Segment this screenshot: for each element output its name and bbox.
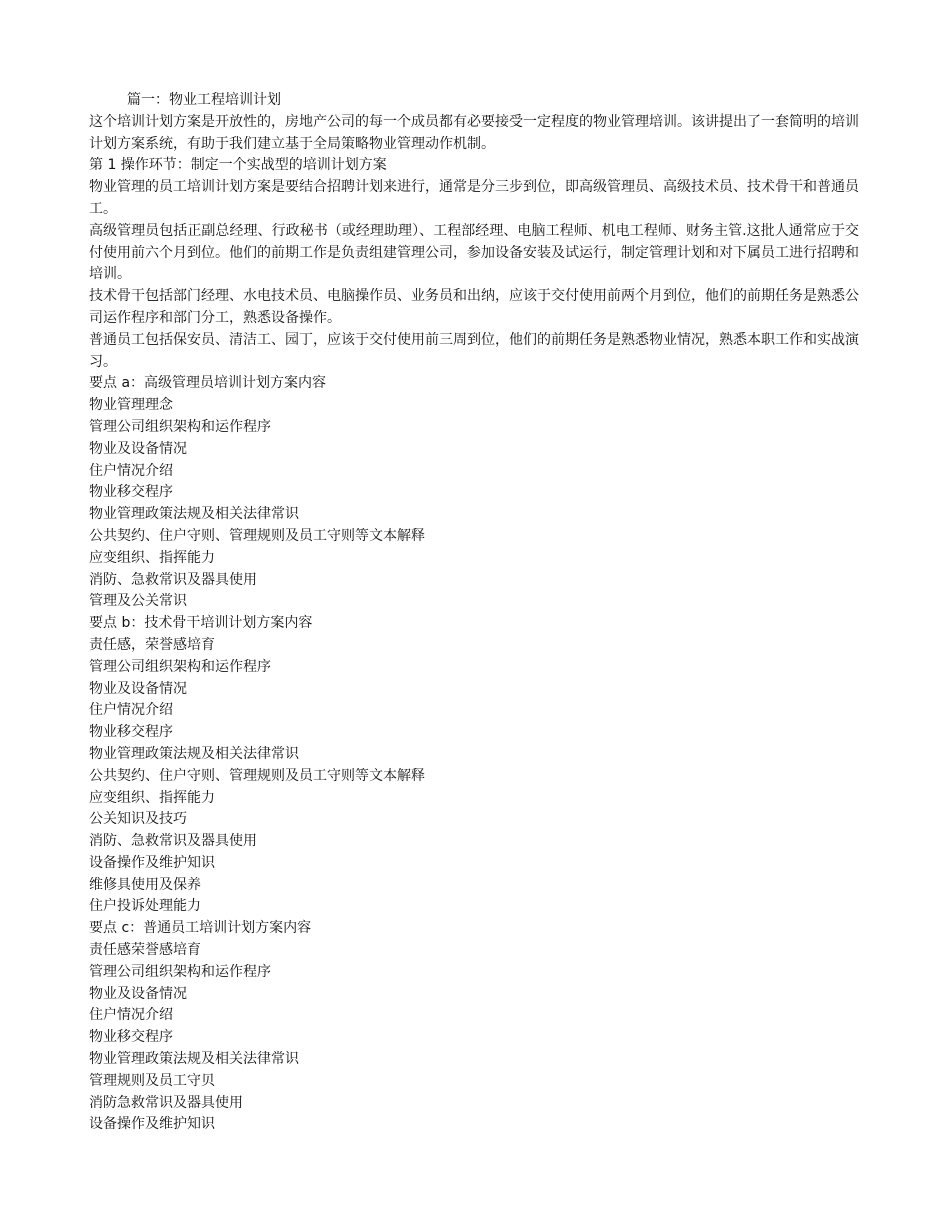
list-item: 消防、急救常识及器具使用 (89, 833, 257, 850)
list-item: 维修具使用及保养 (89, 876, 201, 893)
list-item: 物业管理政策法规及相关法律常识 (89, 745, 299, 762)
list-item: 住户情况介绍 (89, 1007, 173, 1024)
document-body (89, 90, 859, 1136)
list-item: 设备操作及维护知识 (89, 1116, 215, 1133)
list-item: 物业管理政策法规及相关法律常识 (89, 1051, 299, 1068)
list-item: 住户情况介绍 (89, 702, 173, 719)
list-item: 消防、急救常识及器具使用 (89, 571, 257, 588)
list-item: 管理公司组织架构和运作程序 (89, 418, 271, 435)
list-item: 住户情况介绍 (89, 462, 173, 479)
list-item: 管理公司组织架构和运作程序 (89, 963, 271, 980)
list-item: 物业管理政策法规及相关法律常识 (89, 506, 299, 523)
intro-paragraph: 这个培训计划方案是开放性的，房地产公司的每一个成员都有必要接受一定程度的物业管理培训。该讲提出了一套简明的培训计划方案系统，有助于我们建立基于全局策略物业管理动作机制。 (89, 113, 859, 152)
list-item: 管理规则及员工守贝 (89, 1072, 215, 1089)
list-item: 物业管理理念 (89, 397, 173, 414)
list-item: 物业及设备情况 (89, 440, 187, 457)
list-item: 设备操作及维护知识 (89, 854, 215, 871)
list-item: 物业移交程序 (89, 484, 173, 501)
list-item: 应变组织、指挥能力 (89, 789, 215, 806)
list-item: 责任感荣誉感培育 (89, 942, 201, 959)
list-item: 公共契约、住户守则、管理规则及员工守则等文本解释 (89, 527, 425, 544)
step1-heading: 第 1 操作环节：制定一个实战型的培训计划方案 (89, 157, 387, 174)
step1-paragraph-4: 普通员工包括保安员、清洁工、园丁，应该于交付使用前三周到位，他们的前期任务是熟悉物业情况，熟悉本职工作和实战演习。 (89, 331, 859, 370)
document-title: 篇一：物业工程培训计划 (127, 92, 281, 108)
point-b-heading: 要点 b：技术骨干培训计划方案内容 (89, 615, 313, 632)
list-item: 责任感，荣誉感培育 (89, 636, 215, 653)
point-c-heading: 要点 c：普通员工培训计划方案内容 (89, 920, 312, 937)
point-a-heading: 要点 a：高级管理员培训计划方案内容 (89, 375, 327, 392)
list-item: 应变组织、指挥能力 (89, 549, 215, 566)
list-item: 公关知识及技巧 (89, 811, 187, 828)
list-item: 管理及公关常识 (89, 593, 187, 610)
list-item: 物业移交程序 (89, 724, 173, 741)
list-item: 公共契约、住户守则、管理规则及员工守则等文本解释 (89, 767, 425, 784)
list-item: 物业及设备情况 (89, 985, 187, 1002)
list-item: 消防急救常识及器具使用 (89, 1094, 243, 1111)
list-item: 管理公司组织架构和运作程序 (89, 658, 271, 675)
list-item: 物业移交程序 (89, 1029, 173, 1046)
step1-paragraph-3: 技术骨干包括部门经理、水电技术员、电脑操作员、业务员和出纳，应该于交付使用前两个月到位，他们的前期任务是熟悉公司运作程序和部门分工，熟悉设备操作。 (89, 288, 859, 326)
step1-paragraph-1: 物业管理的员工培训计划方案是要结合招聘计划来进行，通常是分三步到位，即高级管理员、高级技术员、技术骨干和普通员工。 (89, 179, 859, 217)
list-item: 住户投诉处理能力 (89, 898, 201, 915)
list-item: 物业及设备情况 (89, 680, 187, 697)
step1-paragraph-2: 高级管理员包括正副总经理、行政秘书（或经理助理）、工程部经理、电脑工程师、机电工程师、财务主管.这批人通常应于交付使用前六个月到位。他们的前期工作是负责组建管理公司，参加设备安装及试运行，制定管理计划和对下属员工进行招聘和培训。 (89, 222, 859, 283)
